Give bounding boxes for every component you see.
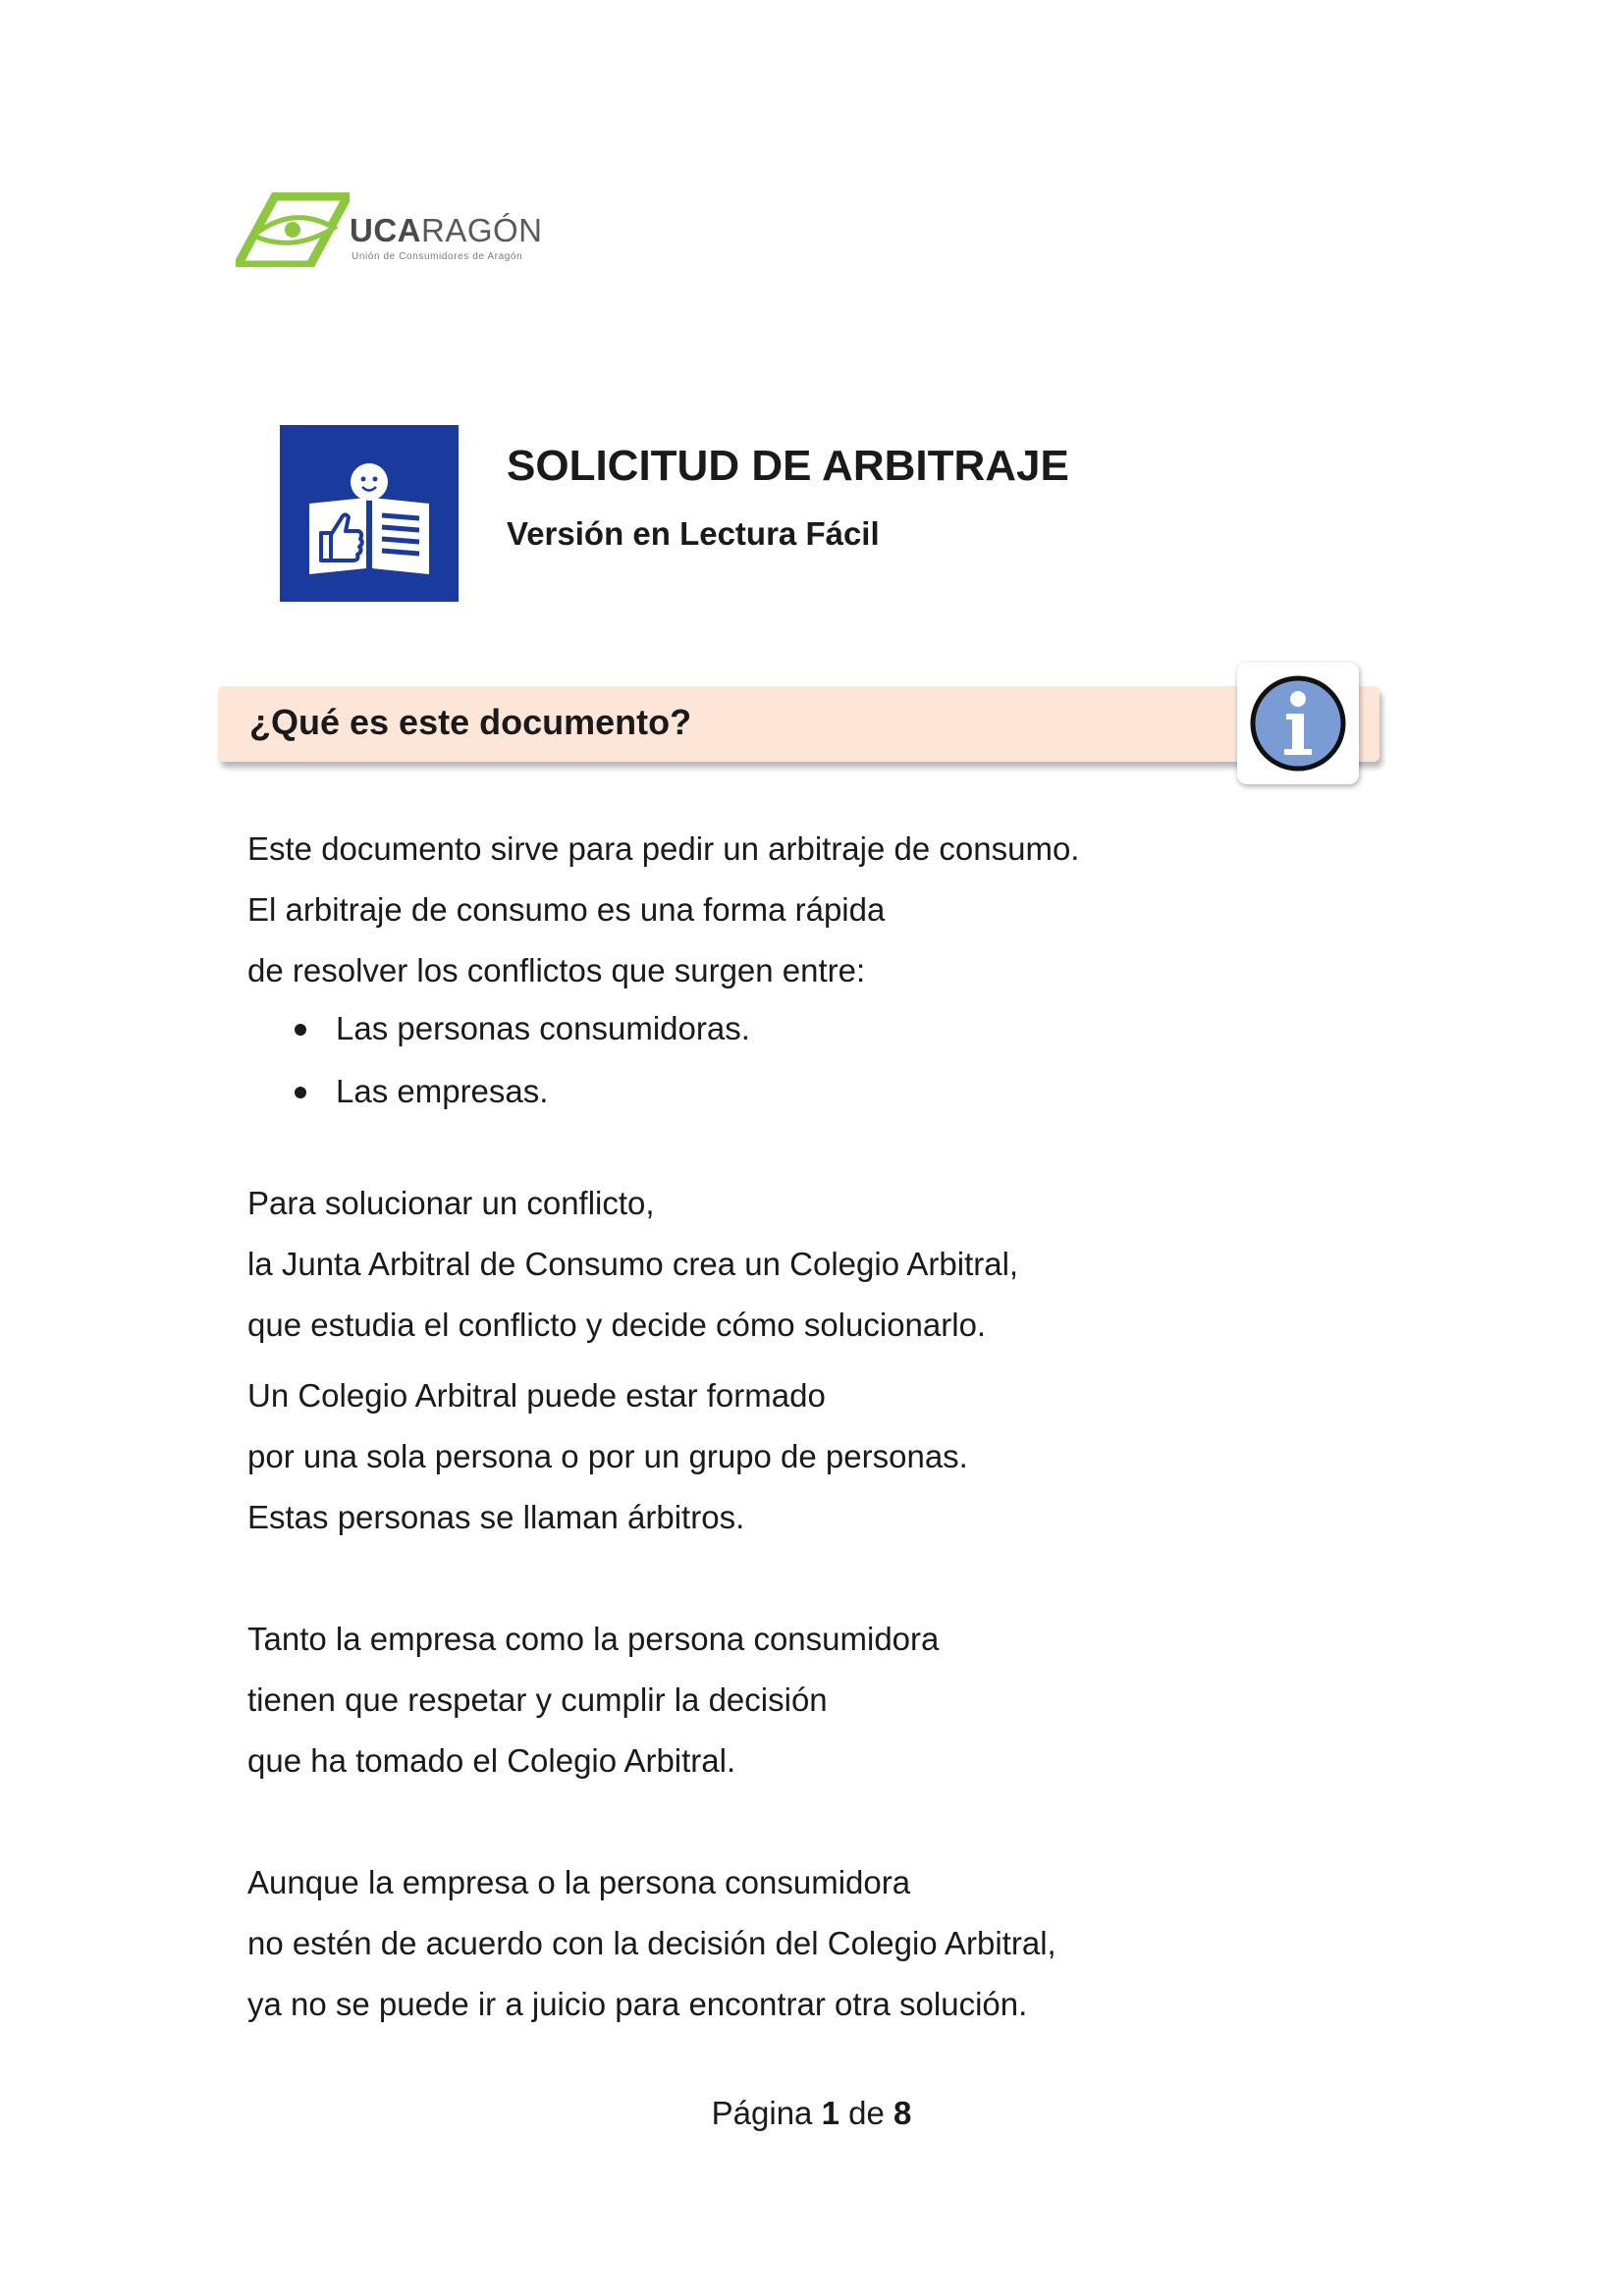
text-line: no estén de acuerdo con la decisión del Colegio Arbitral, bbox=[247, 1925, 1056, 1961]
list-item: Las personas consumidoras. bbox=[247, 997, 750, 1060]
text-line: Para solucionar un conflicto, bbox=[247, 1185, 655, 1221]
paragraph-respetar bbox=[247, 1609, 939, 1791]
logo-brand-bold: UCA bbox=[350, 212, 421, 248]
text-line: tienen que respetar y cumplir la decisión bbox=[247, 1682, 828, 1718]
text-line: ya no se puede ir a juicio para encontrar otra solución. bbox=[247, 1986, 1028, 2022]
page-number bbox=[0, 2095, 1623, 2132]
text-line: la Junta Arbitral de Consumo crea un Colegio Arbitral, bbox=[247, 1246, 1019, 1282]
ucaragon-logo bbox=[236, 192, 550, 271]
paragraph-arbitros bbox=[247, 1365, 968, 1548]
paragraph-colegio bbox=[247, 1173, 1018, 1356]
page-prefix: Página bbox=[711, 2095, 813, 2131]
easy-read-icon bbox=[280, 425, 459, 602]
logo-tagline: Unión de Consumidores de Aragón bbox=[352, 251, 523, 262]
paragraph-intro bbox=[247, 819, 1079, 1001]
text-line: de resolver los conflictos que surgen entre: bbox=[247, 952, 866, 988]
page-separator: de bbox=[848, 2095, 885, 2131]
text-line: por una sola persona o por un grupo de personas. bbox=[247, 1438, 968, 1474]
text-line: Aunque la empresa o la persona consumidora bbox=[247, 1864, 911, 1900]
logo-brand-light: RAGÓN bbox=[421, 212, 543, 248]
document-title: SOLICITUD DE ARBITRAJE bbox=[507, 442, 1069, 490]
section-heading-box bbox=[218, 686, 1380, 762]
section-heading: ¿Qué es este documento? bbox=[249, 702, 692, 742]
page-total: 8 bbox=[893, 2095, 912, 2131]
parties-list bbox=[247, 997, 750, 1123]
text-line: El arbitraje de consumo es una forma rápida bbox=[247, 891, 886, 928]
text-line: Tanto la empresa como la persona consumidora bbox=[247, 1621, 940, 1657]
text-line: que ha tomado el Colegio Arbitral. bbox=[247, 1742, 736, 1779]
list-item: Las empresas. bbox=[247, 1060, 750, 1123]
logo-wordmark bbox=[350, 212, 543, 249]
page-current: 1 bbox=[821, 2095, 839, 2131]
text-line: que estudia el conflicto y decide cómo solucionarlo. bbox=[247, 1307, 987, 1343]
text-line: Un Colegio Arbitral puede estar formado bbox=[247, 1377, 826, 1414]
info-icon bbox=[1237, 663, 1359, 784]
document-subtitle: Versión en Lectura Fácil bbox=[507, 515, 880, 552]
text-line: Estas personas se llaman árbitros. bbox=[247, 1499, 745, 1535]
text-line: Este documento sirve para pedir un arbitraje de consumo. bbox=[247, 830, 1080, 867]
ucaragon-logo-mark-icon bbox=[236, 192, 350, 267]
paragraph-juicio bbox=[247, 1852, 1056, 2035]
